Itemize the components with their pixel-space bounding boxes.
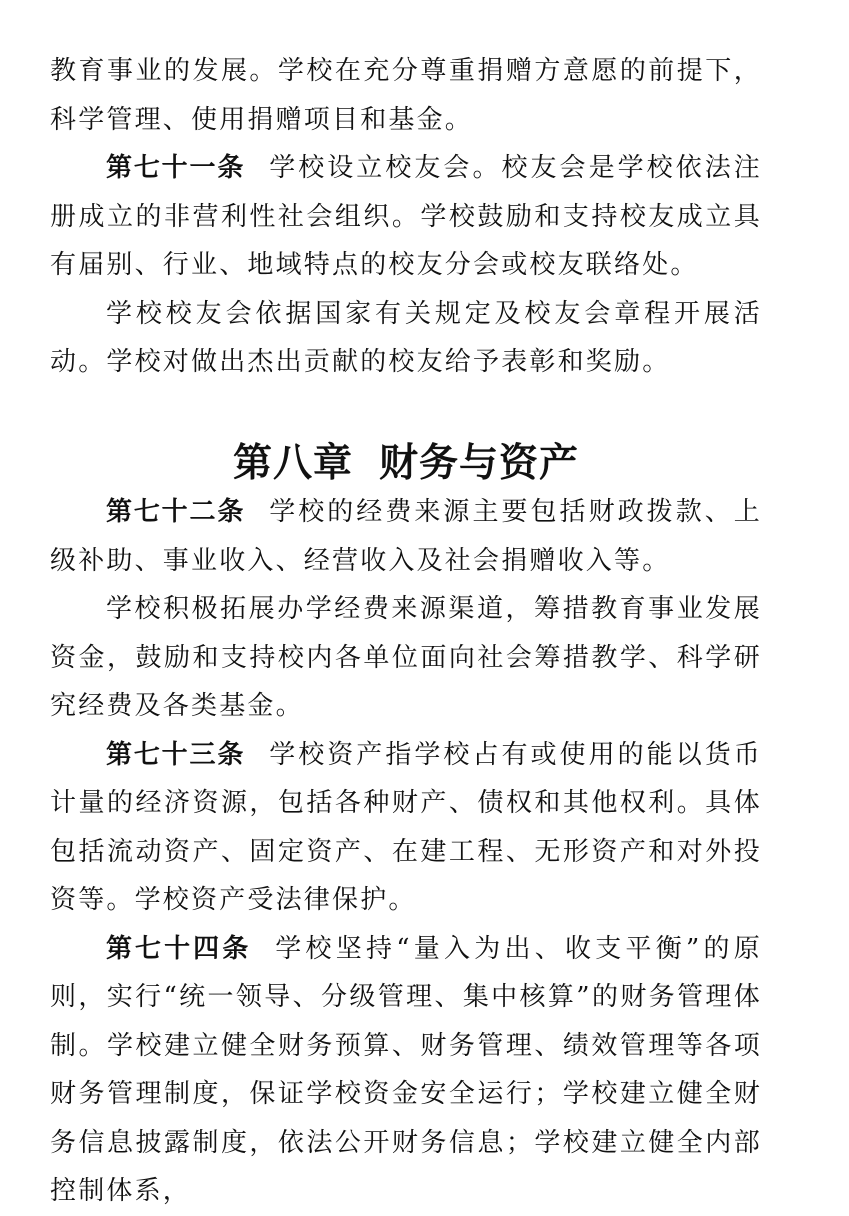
chapter-title: 财务与资产: [379, 440, 580, 486]
article-number: 第七十一条: [106, 153, 246, 183]
paragraph-text: 学校设立校友会。校友会是学校依法注册成立的非营利性社会组织。学校鼓励和支持校友成立具有届别、行业、地域特点的校友分会或校友联络处。: [50, 153, 762, 280]
article-number: 第七十四条: [106, 933, 252, 964]
paragraph-text: 学校资产指学校占有或使用的能以货币计量的经济资源，包括各种财产、债权和其他权利。具体包括流动资产、固定资产、在建工程、无形资产和对外投资等。学校资产受法律保护。: [50, 739, 762, 915]
paragraph-text: 学校校友会依据国家有关规定及校友会章程开展活动。学校对做出杰出贡献的校友给予表彰和奖励。: [50, 298, 762, 377]
document-page: [50, 47, 762, 1216]
paragraph-text: 学校的经费来源主要包括财政拨款、上级补助、事业收入、经营收入及社会捐赠收入等。: [50, 497, 762, 576]
paragraph-text: 教育事业的发展。学校在充分尊重捐赠方意愿的前提下，科学管理、使用捐赠项目和基金。: [50, 56, 762, 135]
chapter-number: 第八章: [232, 440, 353, 486]
article-73: [50, 731, 762, 925]
article-71: [50, 144, 762, 290]
paragraph-alumni-activities: [50, 290, 762, 387]
article-number: 第七十二条: [106, 497, 246, 527]
paragraph-text: 学校坚持“量入为出、收支平衡”的原则，实行“统一领导、分级管理、集中核算”的财务管理体制。学校建立健全财务预算、财务管理、绩效管理等各项财务管理制度，保证学校资金安全运行；学校建立健全财务信息披露制度，依法公开财务信息；学校建立健全内部控制体系，: [50, 933, 762, 1206]
paragraph-continuation: [50, 47, 762, 144]
chapter-heading: [50, 440, 762, 489]
article-number: 第七十三条: [106, 739, 246, 770]
paragraph-funding-channels: [50, 585, 762, 731]
paragraph-text: 学校积极拓展办学经费来源渠道，筹措教育事业发展资金，鼓励和支持校内各单位面向社会筹措教学、科学研究经费及各类基金。: [50, 594, 762, 721]
article-74: [50, 925, 762, 1216]
article-72: [50, 488, 762, 585]
